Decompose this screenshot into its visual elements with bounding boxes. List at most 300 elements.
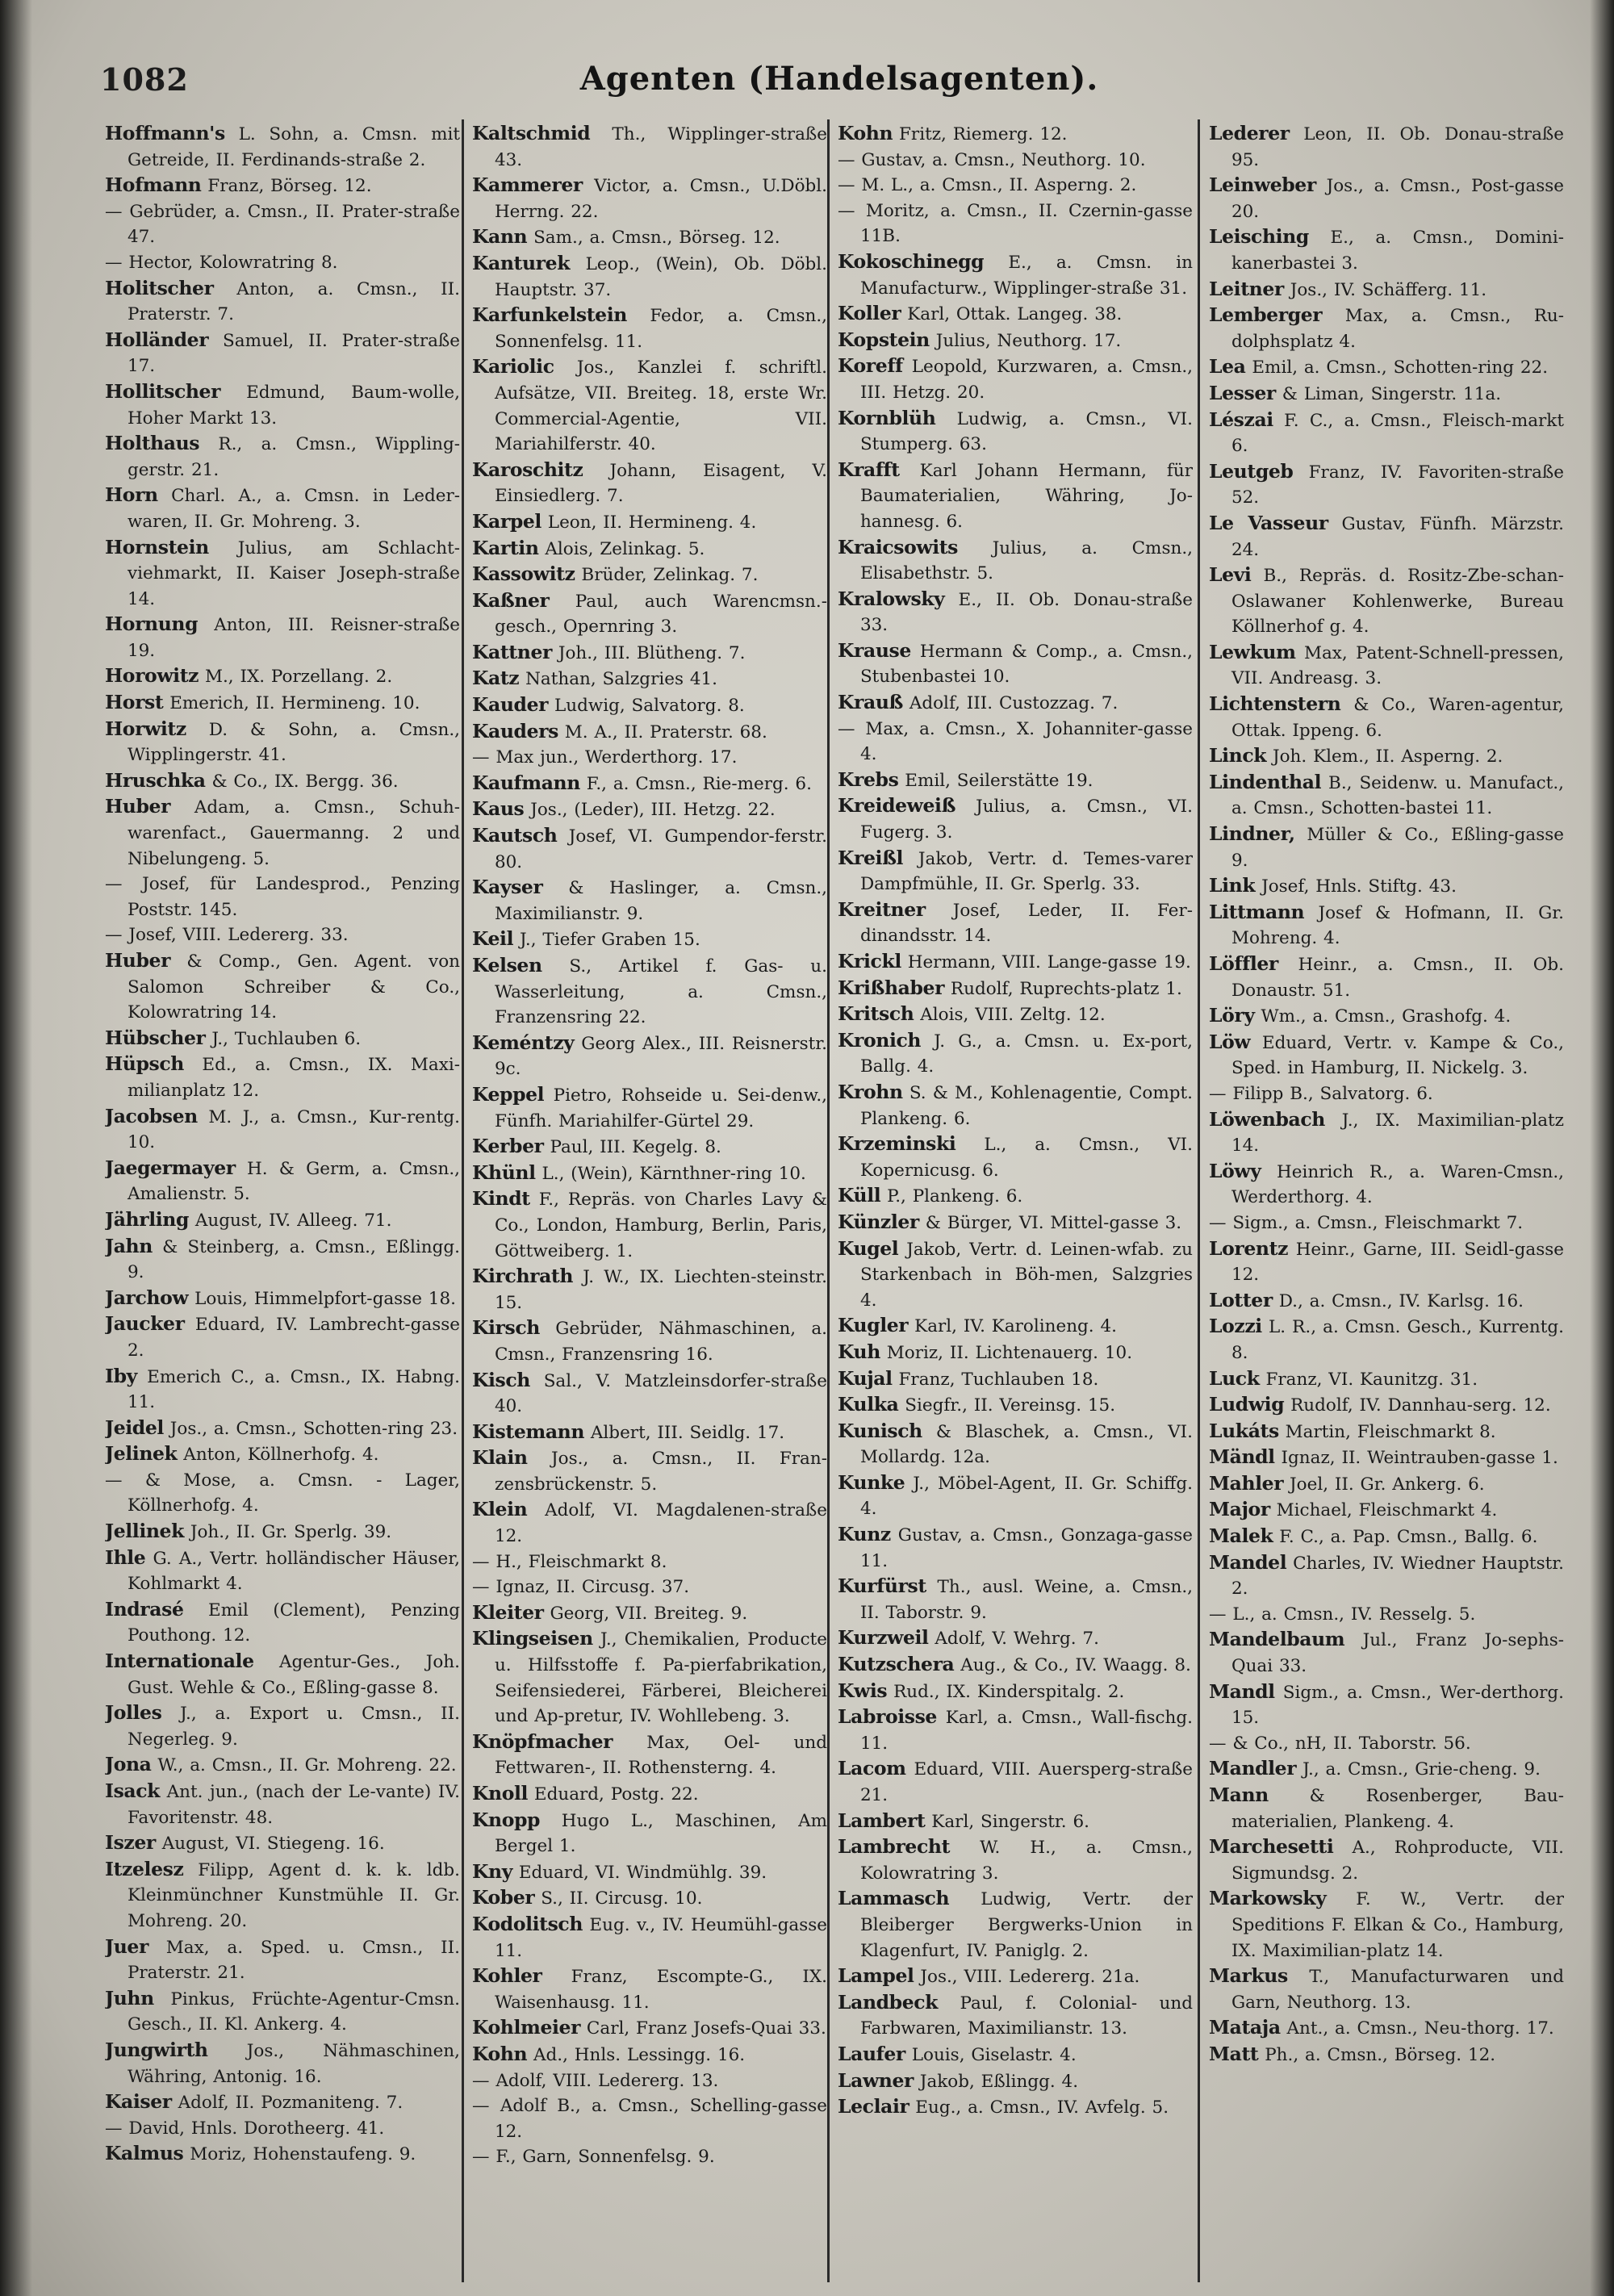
entry-name: Hüpsch: [105, 1052, 184, 1076]
entry-name: Markus: [1209, 1964, 1288, 1988]
directory-column-3: [838, 121, 1193, 2284]
entry-name: Littmann: [1209, 900, 1305, 923]
entry-details: — H., Fleischmarkt 8.: [472, 1551, 667, 1572]
directory-entry: [838, 148, 1193, 174]
entry-details: & Liman, Singerstr. 11a.: [1282, 383, 1502, 404]
entry-details: — David, Hnls. Dorotheerg. 41.: [105, 2118, 385, 2139]
entry-name: Kleiter: [472, 1600, 544, 1624]
entry-name: Lukáts: [1209, 1419, 1279, 1442]
entry-name: Ludwig: [1209, 1393, 1285, 1416]
directory-entry: [838, 458, 1193, 535]
directory-entry: [838, 249, 1193, 301]
directory-entry: [105, 1052, 460, 1103]
entry-name: Internationale: [105, 1650, 254, 1673]
directory-entry: [105, 328, 460, 379]
directory-entry: [1209, 1081, 1564, 1107]
entry-name: Mandel: [1209, 1550, 1287, 1574]
entry-name: Mändl: [1209, 1445, 1275, 1469]
directory-entry: [472, 1134, 827, 1161]
directory-entry: [105, 1649, 460, 1700]
entry-name: Lindenthal: [1209, 770, 1322, 793]
directory-entry: [1209, 1003, 1564, 1030]
directory-entry: [1209, 303, 1564, 354]
entry-name: Lewkum: [1209, 640, 1296, 663]
directory-entry: [838, 767, 1193, 794]
directory-entry: [105, 1441, 460, 1468]
directory-entry: [472, 1808, 827, 1859]
entry-name: Ihle: [105, 1545, 146, 1569]
entry-details: Karl Johann Hermann, für Baumaterialien, Währing, Jo-hannesg. 6.: [859, 460, 1193, 532]
directory-entry: [472, 588, 827, 640]
entry-details: Michael, Fleischmarkt 4.: [1276, 1500, 1498, 1521]
entry-name: Levi: [1209, 563, 1252, 587]
directory-entry: [1209, 224, 1564, 276]
entry-details: F. C., a. Pap. Cmsn., Ballg. 6.: [1279, 1527, 1538, 1548]
directory-entry: [472, 1575, 827, 1600]
directory-entry: [838, 1809, 1193, 1835]
entry-details: Jos., IV. Schäfferg. 11.: [1290, 279, 1487, 300]
entry-details: Emil, Seilerstätte 19.: [905, 770, 1093, 791]
directory-entry: [472, 666, 827, 692]
entry-name: Mandl: [1209, 1679, 1275, 1703]
directory-entry: [472, 1161, 827, 1187]
entry-details: — F., Garn, Sonnenfelsg. 9.: [472, 2147, 715, 2168]
directory-entry: [838, 1210, 1193, 1236]
entry-name: Matt: [1209, 2042, 1259, 2065]
entry-details: M., IX. Porzellang. 2.: [204, 667, 393, 688]
entry-details: Ad., Hnls. Lessingg. 16.: [533, 2044, 746, 2065]
entry-details: Rudolf, Ruprechts-platz 1.: [950, 978, 1182, 999]
directory-entry: [838, 1392, 1193, 1419]
entry-details: J. G., a. Cmsn. u. Ex-port, Ballg. 4.: [859, 1031, 1193, 1077]
directory-entry: [1209, 1159, 1564, 1211]
directory-entry: [472, 875, 827, 926]
directory-entry: [838, 1704, 1193, 1756]
entry-details: Jakob, Vertr. d. Temes-varer Dampfmühle, II. Gr. Sperlg. 33.: [859, 848, 1193, 895]
entry-details: Filipp, Agent d. k. k. ldb. Kleinmünchner Kunstmühle II. Gr. Mohreng. 20.: [127, 1859, 460, 1931]
entry-details: Nathan, Salzgries 41.: [525, 669, 718, 690]
directory-entry: [1209, 2015, 1564, 2042]
entry-details: Leopold, Kurzwaren, a. Cmsn., III. Hetzg. 20.: [859, 357, 1193, 403]
entry-name: Lawner: [838, 2068, 914, 2092]
entry-name: Kopstein: [838, 328, 930, 351]
directory-entry: [838, 587, 1193, 638]
entry-details: & Comp., Gen. Agent. von Salomon Schreiber & Co., Kolowratring 14.: [127, 951, 460, 1023]
directory-entry: [838, 690, 1193, 717]
entry-name: Horowitz: [105, 664, 199, 688]
entry-name: Keméntzy: [472, 1031, 575, 1054]
directory-entry: [838, 1419, 1193, 1470]
entry-details: Adam, a. Cmsn., Schuh-warenfact., Gauermanng. 2 und Nibelungeng. 5.: [127, 797, 460, 869]
entry-details: D. & Sohn, a. Cmsn., Wipplingerstr. 41.: [127, 719, 460, 766]
running-head: Agenten (Handelsagenten).: [579, 60, 1099, 98]
directory-entry: [472, 1082, 827, 1134]
entry-details: J., Tiefer Graben 15.: [519, 930, 700, 951]
entry-details: Franz, Escompte-G., IX. Waisenhausg. 11.: [494, 1967, 827, 2013]
entry-details: — Gustav, a. Cmsn., Neuthorg. 10.: [838, 149, 1146, 170]
entry-name: Marchesetti: [1209, 1835, 1334, 1859]
entry-details: Jos., a. Cmsn., II. Fran-zensbrückenstr. 5.: [494, 1449, 827, 1495]
entry-name: Mandelbaum: [1209, 1628, 1345, 1651]
directory-entry: [105, 1311, 460, 1363]
entry-name: Kohler: [472, 1964, 542, 1988]
directory-entry: [1209, 743, 1564, 770]
directory-entry: [838, 1236, 1193, 1314]
entry-details: Ant., a. Cmsn., Neu-thorg. 17.: [1286, 2018, 1554, 2039]
directory-entry: [1209, 121, 1564, 173]
entry-name: Krebs: [838, 767, 899, 791]
entry-details: B., Repräs. d. Rositz-Zbe-schan-Oslawaner Kohlenwerke, Bureau Köllnerhof g. 4.: [1231, 566, 1564, 638]
directory-entry: [838, 1131, 1193, 1183]
entry-details: Heinr., Garne, III. Seidl-gasse 12.: [1231, 1239, 1564, 1286]
directory-entry: [105, 250, 460, 276]
directory-entry: [838, 638, 1193, 690]
directory-entry: [105, 768, 460, 795]
entry-details: Gustav, a. Cmsn., Gonzaga-gasse 11.: [859, 1525, 1193, 1571]
entry-details: Josef & Hofmann, II. Gr. Mohreng. 4.: [1231, 902, 1564, 949]
entry-details: Leop., (Wein), Ob. Döbl. Hauptstr. 37.: [494, 253, 827, 300]
directory-entry: [1209, 900, 1564, 951]
directory-entry: [472, 745, 827, 771]
directory-entry: [838, 1080, 1193, 1131]
directory-entry: [838, 1574, 1193, 1625]
page-number: 1082: [100, 61, 189, 98]
directory-entry: [1209, 640, 1564, 692]
entry-details: Georg Alex., III. Reisnerstr. 9c.: [494, 1033, 827, 1080]
entry-name: Kritsch: [838, 1002, 914, 1026]
entry-details: Fedor, a. Cmsn., Sonnenfelsg. 11.: [494, 306, 827, 352]
directory-entry: [1209, 951, 1564, 1003]
entry-name: Keppel: [472, 1082, 545, 1106]
entry-name: Kohn: [838, 122, 893, 144]
entry-name: Jellinek: [105, 1520, 184, 1543]
entry-details: J., a. Export u. Cmsn., II. Negerleg. 9.: [127, 1704, 460, 1750]
entry-details: Moriz, Hohenstaufeng. 9.: [190, 2144, 416, 2165]
entry-details: Julius, am Schlacht-viehmarkt, II. Kaiser Joseph-straße 14.: [127, 537, 460, 609]
entry-details: & Rosenberger, Bau-materialien, Plankeng. 4.: [1231, 1786, 1564, 1832]
entry-details: Hermann & Comp., a. Cmsn., Stubenbastei 10.: [859, 641, 1193, 688]
directory-entry: [1209, 873, 1564, 900]
entry-name: Lemberger: [1209, 303, 1323, 327]
directory-entry: [838, 406, 1193, 458]
directory-entry: [1209, 1392, 1564, 1419]
entry-name: Löffler: [1209, 952, 1278, 975]
entry-details: Jos., Nähmaschinen, Währing, Antonig. 16.: [127, 2040, 460, 2087]
directory-entry: [472, 224, 827, 251]
directory-column-1: [105, 121, 460, 2284]
directory-entry: [1209, 1288, 1564, 1315]
directory-entry: [472, 536, 827, 562]
entry-details: — Gebrüder, a. Cmsn., II. Prater-straße 47.: [105, 201, 460, 248]
directory-entry: [1209, 1497, 1564, 1524]
directory-entry: [838, 949, 1193, 976]
directory-entry: [105, 872, 460, 922]
entry-details: Eduard, IV. Lambrecht-gasse 2.: [127, 1315, 460, 1361]
entry-name: Kuh: [838, 1340, 880, 1363]
entry-name: Indrasé: [105, 1597, 184, 1621]
entry-details: Rud., IX. Kinderspitalg. 2.: [893, 1681, 1125, 1702]
entry-name: Hübscher: [105, 1026, 206, 1049]
entry-details: Joh., III. Blütheng. 7.: [558, 642, 746, 663]
entry-name: Kirsch: [472, 1316, 540, 1340]
directory-entry: [838, 2094, 1193, 2121]
entry-name: Leutgeb: [1209, 459, 1294, 483]
entry-details: P., Plankeng. 6.: [887, 1186, 1023, 1207]
entry-details: Franz, Börseg. 12.: [207, 176, 372, 197]
entry-details: L. R., a. Cmsn. Gesch., Kurrentg. 8.: [1231, 1317, 1564, 1363]
entry-name: Lacom: [838, 1757, 906, 1780]
entry-details: Ph., a. Cmsn., Börseg. 12.: [1265, 2044, 1496, 2065]
entry-name: Horwitz: [105, 717, 186, 740]
entry-details: S., II. Circusg. 10.: [541, 1888, 703, 1909]
entry-details: Ed., a. Cmsn., IX. Maxi-milianplatz 12.: [127, 1055, 460, 1101]
entry-details: E., a. Cmsn. in Manufacturw., Wipplinger-straße 31.: [859, 252, 1193, 299]
entry-name: Jungwirth: [105, 2038, 208, 2061]
entry-name: Karpel: [472, 509, 541, 533]
entry-name: Khünl: [472, 1161, 536, 1184]
entry-name: Markowsky: [1209, 1887, 1327, 1910]
entry-name: Kurfürst: [838, 1575, 926, 1598]
entry-details: Pinkus, Früchte-Agentur-Cmsn. Gesch., II. Kl. Ankerg. 4.: [127, 1989, 460, 2035]
entry-details: Rudolf, IV. Dannhau-serg. 12.: [1290, 1395, 1551, 1416]
entry-details: Ludwig, Vertr. der Bleiberger Bergwerks-Union in Klagenfurt, IV. Paniglg. 2.: [859, 1889, 1193, 1961]
entry-name: Kayser: [472, 876, 543, 899]
directory-entry: [1209, 1679, 1564, 1731]
directory-entry: [472, 1781, 827, 1808]
entry-name: Kassowitz: [472, 562, 575, 586]
entry-details: W., a. Cmsn., II. Gr. Mohreng. 22.: [157, 1755, 457, 1776]
directory-entry: [838, 121, 1193, 148]
entry-details: — Max jun., Werderthorg. 17.: [472, 747, 738, 768]
entry-details: Charl. A., a. Cmsn. in Leder-waren, II. Gr. Mohreng. 3.: [127, 486, 460, 532]
directory-entry: [472, 1549, 827, 1575]
directory-entry: [472, 1420, 827, 1446]
entry-name: Jaucker: [105, 1312, 185, 1336]
entry-details: Paul, auch Warencmsn.-gesch., Opernring 3.: [494, 591, 827, 638]
entry-name: Lampel: [838, 1964, 914, 1988]
entry-details: W. H., a. Cmsn., Kolowratring 3.: [859, 1838, 1193, 1884]
entry-name: Knöpfmacher: [472, 1729, 613, 1753]
entry-name: Itzelesz: [105, 1857, 184, 1880]
entry-details: Adolf, VI. Magdalenen-straße 12.: [494, 1500, 827, 1547]
entry-details: Julius, a. Cmsn., VI. Fugerg. 3.: [859, 797, 1193, 843]
entry-details: Carl, Franz Josefs-Quai 33.: [586, 2018, 826, 2039]
entry-details: D., a. Cmsn., IV. Karlsg. 16.: [1278, 1290, 1524, 1311]
entry-details: Th., ausl. Weine, a. Cmsn., II. Taborstr. 9.: [859, 1577, 1193, 1623]
entry-details: Jul., Franz Jo-sephs-Quai 33.: [1231, 1630, 1564, 1677]
entry-details: Samuel, II. Prater-straße 17.: [127, 330, 460, 377]
directory-entry: [838, 1625, 1193, 1652]
entry-name: Kisch: [472, 1368, 530, 1391]
directory-entry: [1209, 1964, 1564, 2015]
entry-details: Müller & Co., Eßling-gasse 9.: [1231, 825, 1564, 871]
entry-details: Ant. jun., (nach der Le-vante) IV. Favoritenstr. 48.: [127, 1782, 460, 1828]
directory-entry: [838, 2068, 1193, 2095]
directory-entry: [472, 1031, 827, 1082]
directory-entry: [105, 121, 460, 173]
entry-details: A., Rohproducte, VII. Sigmundsg. 2.: [1231, 1838, 1564, 1884]
entry-name: Holthaus: [105, 432, 200, 455]
entry-details: — Sigm., a. Cmsn., Fleischmarkt 7.: [1209, 1212, 1524, 1233]
directory-entry: [105, 794, 460, 872]
directory-entry: [838, 1652, 1193, 1679]
directory-entry: [1209, 511, 1564, 562]
directory-entry: [472, 1964, 827, 2015]
directory-entry: [838, 1313, 1193, 1340]
entry-details: Th., Wipplinger-straße 43.: [494, 124, 827, 170]
entry-name: Holländer: [105, 328, 209, 351]
entry-details: Franz, IV. Favoriten-straße 52.: [1231, 462, 1564, 508]
entry-name: Hoffmann's: [105, 122, 225, 144]
entry-details: F., a. Cmsn., Rie-merg. 6.: [586, 773, 812, 794]
directory-entry: [1209, 1366, 1564, 1393]
entry-details: — Ignaz, II. Circusg. 37.: [472, 1577, 690, 1598]
entry-name: Krißhaber: [838, 976, 945, 999]
entry-details: Adolf, V. Wehrg. 7.: [935, 1629, 1099, 1650]
directory-entry: [105, 199, 460, 250]
directory-entry: [1209, 459, 1564, 511]
directory-entry: [105, 1104, 460, 1156]
entry-details: Josef, Hnls. Stiftg. 43.: [1261, 876, 1457, 897]
entry-name: Kalmus: [105, 2142, 184, 2165]
directory-entry: [105, 1779, 460, 1830]
entry-name: Karfunkelstein: [472, 303, 627, 327]
entry-details: Fritz, Riemerg. 12.: [899, 124, 1068, 144]
entry-details: — M. L., a. Cmsn., II. Asperng. 2.: [838, 175, 1137, 196]
directory-entry: [838, 846, 1193, 897]
directory-entry: [1209, 1756, 1564, 1783]
entry-name: Karoschitz: [472, 458, 583, 481]
entry-name: Jarchow: [105, 1286, 189, 1309]
directory-entry: [1209, 1783, 1564, 1834]
entry-details: Franz, Tuchlauben 18.: [898, 1369, 1099, 1390]
directory-entry: [105, 1156, 460, 1207]
directory-entry: [1209, 1445, 1564, 1471]
entry-name: Labroisse: [838, 1705, 937, 1729]
entry-name: Koreff: [838, 354, 903, 378]
entry-name: Jaegermayer: [105, 1156, 236, 1179]
directory-entry: [1209, 2042, 1564, 2068]
entry-name: Kreitner: [838, 897, 926, 921]
directory-entry: [838, 1834, 1193, 1886]
entry-name: Kreideweiß: [838, 794, 956, 818]
directory-entry: [1209, 692, 1564, 743]
entry-details: Louis, Himmelpfort-gasse 18.: [194, 1288, 456, 1309]
entry-name: Lichtenstern: [1209, 692, 1341, 716]
directory-entry: [472, 1497, 827, 1549]
entry-details: Jos., (Leder), III. Hetzg. 22.: [530, 800, 776, 821]
entry-details: E., a. Cmsn., Domini-kanerbastei 3.: [1231, 228, 1564, 274]
entry-details: Ludwig, a. Cmsn., VI. Stumperg. 63.: [859, 408, 1193, 455]
entry-name: Kralowsky: [838, 587, 945, 610]
entry-details: M. A., II. Praterstr. 68.: [564, 721, 767, 742]
entry-details: Alois, VIII. Zeltg. 12.: [920, 1005, 1106, 1026]
entry-name: Kauders: [472, 719, 558, 742]
directory-entry: [105, 535, 460, 613]
directory-entry: [1209, 1550, 1564, 1602]
entry-details: Leon, II. Hermineng. 4.: [547, 512, 757, 533]
entry-name: Lammasch: [838, 1887, 950, 1910]
entry-details: Agentur-Ges., Joh. Gust. Wehle & Co., Eßling-gasse 8.: [127, 1652, 460, 1698]
entry-details: — Adolf B., a. Cmsn., Schelling-gasse 12.: [472, 2096, 827, 2142]
entry-name: Iszer: [105, 1831, 156, 1855]
entry-name: Künzler: [838, 1210, 919, 1233]
entry-details: Julius, a. Cmsn., Elisabethstr. 5.: [859, 537, 1193, 584]
entry-details: Max, Patent-Schnell-pressen, VII. Andreasg. 3.: [1231, 642, 1564, 689]
entry-details: Emerich C., a. Cmsn., IX. Habng. 11.: [127, 1366, 460, 1413]
directory-entry: [105, 612, 460, 663]
directory-column-2: [472, 121, 827, 2284]
directory-entry: [838, 1002, 1193, 1028]
directory-entry: [472, 303, 827, 354]
entry-name: Kanturek: [472, 251, 571, 274]
directory-entry: [105, 1468, 460, 1519]
directory-entry: [105, 1416, 460, 1442]
entry-name: Juhn: [105, 1986, 154, 2010]
entry-name: Lambrecht: [838, 1835, 951, 1859]
directory-entry: [472, 926, 827, 953]
entry-details: August, VI. Stiegeng. 16.: [161, 1834, 385, 1855]
directory-entry: [105, 2089, 460, 2116]
entry-details: & Haslinger, a. Cmsn., Maximilianstr. 9.: [494, 878, 827, 924]
entry-name: Juer: [105, 1934, 148, 1958]
entry-details: Eduard, VIII. Auersperg-straße 21.: [859, 1759, 1193, 1805]
directory-entry: [472, 562, 827, 588]
directory-entry: [838, 173, 1193, 199]
entry-name: Leclair: [838, 2095, 909, 2118]
entry-details: Josef, Leder, II. Fer-dinandsstr. 14.: [859, 900, 1193, 947]
directory-entry: [1209, 770, 1564, 822]
directory-entry: [1209, 1030, 1564, 1081]
directory-entry: [838, 1183, 1193, 1210]
directory-entry: [838, 1679, 1193, 1705]
entry-name: Klein: [472, 1498, 528, 1521]
directory-entry: [1209, 1886, 1564, 1964]
directory-entry: [1209, 1834, 1564, 1886]
entry-name: Kammerer: [472, 174, 583, 197]
entry-name: Malek: [1209, 1524, 1273, 1548]
directory-entry: [105, 2038, 460, 2089]
entry-details: — & Co., nH, II. Taborstr. 56.: [1209, 1733, 1471, 1754]
entry-details: & Co., IX. Bergg. 36.: [211, 771, 399, 792]
entry-details: Joh., II. Gr. Sperlg. 39.: [190, 1522, 392, 1543]
entry-details: Franz, VI. Kaunitzg. 31.: [1265, 1369, 1478, 1390]
scan-shadow-left: [0, 0, 32, 2296]
entry-name: Major: [1209, 1498, 1270, 1521]
directory-entry: [105, 1364, 460, 1416]
entry-details: Johann, Eisagent, V. Einsiedlerg. 7.: [494, 460, 827, 507]
entry-details: Ignaz, II. Weintrauben-gasse 1.: [1281, 1448, 1558, 1469]
entry-details: Jos., a. Cmsn., Post-gasse 20.: [1231, 176, 1564, 222]
entry-name: Kartin: [472, 536, 539, 559]
entry-name: Kariolic: [472, 355, 554, 378]
entry-details: M. J., a. Cmsn., Kur-rentg. 10.: [127, 1106, 460, 1153]
directory-entry: [1209, 1419, 1564, 1445]
directory-entry: [472, 1885, 827, 1912]
directory-entry: [472, 1600, 827, 1627]
entry-name: Knoll: [472, 1782, 529, 1805]
directory-entry: [105, 1234, 460, 1286]
entry-name: Kaltschmid: [472, 122, 591, 144]
entry-name: Huber: [105, 949, 171, 972]
directory-entry: [1209, 822, 1564, 873]
directory-entry: [1209, 1314, 1564, 1365]
directory-entry: [105, 1207, 460, 1234]
directory-entry: [105, 663, 460, 690]
entry-details: S. & M., Kohlenagentie, Compt. Plankeng. 6.: [859, 1082, 1193, 1129]
entry-details: J., a. Cmsn., Grie-cheng. 9.: [1302, 1759, 1541, 1780]
entry-details: Anton, III. Reisner-straße 19.: [127, 615, 460, 661]
